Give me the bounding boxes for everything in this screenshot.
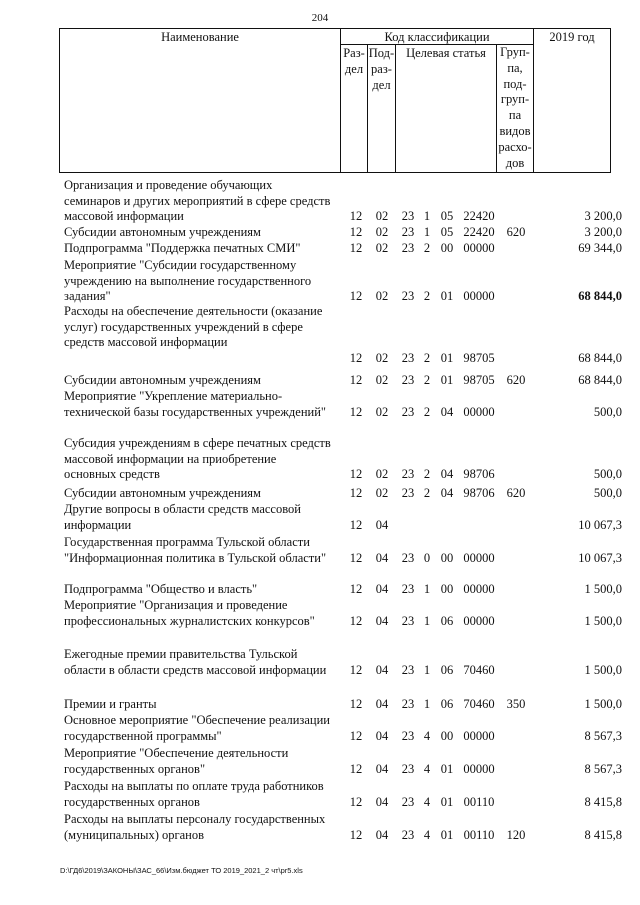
row-code-pr: 02 [375,289,389,303]
row-name-line: Субсидия учреждениям в сфере печатных средств [64,436,331,450]
row-code-a: 23 [401,827,415,842]
row-code-d: 00110 [463,827,495,842]
row-name-line: Субсидии автономным учреждениям [64,486,261,500]
row-code-r: 12 [349,404,363,419]
row-name [64,697,340,713]
row-amount: 3 200,0 [584,209,622,223]
row-name [64,779,340,810]
row-name-line: "Информационная политика в Тульской области" [64,550,327,565]
row-name [64,304,340,351]
row-name [64,178,340,225]
row-code-pr: 04 [375,517,389,532]
row-code-r: 12 [349,486,363,500]
row-name-line: Подпрограмма "Поддержка печатных СМИ" [64,241,301,255]
row-name-line: Расходы на выплаты персоналу государственных [64,812,326,826]
row-code-r: 12 [349,827,363,842]
header-year: 2019 год [549,30,595,44]
row-code-d: 00000 [463,761,495,776]
row-code-a: 23 [401,404,415,419]
row-name-line: Субсидии автономным учреждениям [64,225,261,239]
row-code-d: 00000 [463,289,495,303]
row-name-line: государственных органов [64,794,200,809]
row-code-b: 2 [423,467,431,481]
row-name [64,373,340,389]
row-code-d: 00000 [463,550,495,565]
row-code-c: 01 [440,350,454,365]
row-code-c: 01 [440,761,454,776]
header-expense-group [497,45,533,171]
row-name-line: задания" [64,289,111,303]
row-code-a: 23 [401,225,415,239]
row-code-r: 12 [349,582,363,596]
row-code-r: 12 [349,794,363,809]
row-code-b: 1 [423,613,431,628]
header-section-line: Раз- [343,46,365,60]
row-code-pr: 04 [375,761,389,776]
row-code-b: 4 [423,761,431,776]
row-code-pr: 02 [375,373,389,387]
row-code-b: 1 [423,225,431,239]
row-code-vr: 620 [506,225,526,239]
header-subsection-line: раз- [371,62,392,76]
row-amount: 68 844,0 [578,350,622,365]
row-code-d: 00000 [463,728,495,743]
row-code-d: 00110 [463,794,495,809]
row-name-line: Мероприятие "Обеспечение деятельности [64,746,289,760]
row-code-pr: 02 [375,486,389,500]
row-code-b: 2 [423,404,431,419]
row-code-r: 12 [349,209,363,223]
row-name [64,486,340,502]
header-expense-line: па, [507,60,523,75]
row-name-line: Расходы на обеспечение деятельности (оказание [64,304,323,318]
row-name-line: Расходы на выплаты по оплате труда работников [64,779,324,793]
header-expense-line: под- [503,76,527,91]
row-code-d: 70460 [463,697,495,711]
row-code-b: 1 [423,697,431,711]
row-code-r: 12 [349,289,363,303]
row-code-c: 06 [440,697,454,711]
header-expense-line: видов [499,123,531,138]
header-section-line: дел [344,62,364,76]
row-code-c: 00 [440,550,454,565]
row-name-line: Другие вопросы в области средств массовой [64,502,301,516]
row-code-pr: 04 [375,662,389,677]
row-code-b: 1 [423,662,431,677]
row-name [64,241,340,257]
row-code-pr: 04 [375,827,389,842]
row-code-r: 12 [349,550,363,565]
row-code-d: 98706 [463,486,495,500]
row-name-line: технической базы государственных учреждений" [64,404,327,419]
row-code-pr: 04 [375,550,389,565]
row-name [64,502,340,533]
row-code-pr: 02 [375,209,389,223]
row-code-a: 23 [401,582,415,596]
row-code-r: 12 [349,225,363,239]
row-code-pr: 04 [375,613,389,628]
row-code-d: 98706 [463,467,495,481]
row-name-line: Ежегодные премии правительства Тульской [64,647,298,661]
row-code-c: 01 [440,794,454,809]
row-name [64,225,340,241]
row-name-line: (муниципальных) органов [64,827,205,842]
row-name [64,647,340,678]
row-code-vr: 620 [506,486,526,500]
row-amount: 68 844,0 [578,373,622,387]
header-expense-line: расхо- [498,139,532,154]
row-code-a: 23 [401,613,415,628]
row-code-pr: 02 [375,467,389,481]
row-code-b: 2 [423,486,431,500]
row-name-line: массовой информации [64,209,184,223]
row-code-d: 22420 [463,209,495,223]
row-name-line: учреждению на выполнение государственного [64,273,312,288]
row-code-b: 2 [423,373,431,387]
row-code-d: 22420 [463,225,495,239]
row-code-pr: 02 [375,241,389,255]
row-code-r: 12 [349,241,363,255]
row-code-r: 12 [349,373,363,387]
row-code-vr: 120 [506,827,526,842]
row-code-r: 12 [349,613,363,628]
row-name-line: области в области средств массовой информации [64,662,327,677]
row-code-pr: 04 [375,582,389,596]
row-code-a: 23 [401,761,415,776]
row-code-c: 00 [440,241,454,255]
row-name [64,812,340,843]
row-code-d: 98705 [463,350,495,365]
row-code-r: 12 [349,662,363,677]
row-code-c: 04 [440,467,454,481]
header-subsection-line: дел [372,78,391,92]
row-amount: 500,0 [593,486,622,500]
row-code-d: 00000 [463,613,495,628]
row-amount: 1 500,0 [584,613,622,628]
row-code-a: 23 [401,373,415,387]
row-amount: 1 500,0 [584,582,622,596]
row-code-b: 2 [423,241,431,255]
row-code-c: 01 [440,373,454,387]
row-name-line: государственных органов" [64,761,206,776]
row-name-line: государственной программы" [64,728,222,743]
row-amount: 68 844,0 [578,289,622,303]
row-code-a: 23 [401,486,415,500]
row-code-a: 23 [401,662,415,677]
row-code-a: 23 [401,209,415,223]
row-code-a: 23 [401,697,415,711]
row-code-pr: 02 [375,225,389,239]
row-code-c: 00 [440,728,454,743]
row-code-a: 23 [401,289,415,303]
row-name-line: информации [64,517,132,532]
footer-file-path: D:\ГД6\2019\ЗАКОНЫ\ЗАС_66\Изм.бюджет ТО 2019_2021_2 чт\pr5.xls [60,866,303,875]
row-code-c: 06 [440,613,454,628]
row-code-c: 04 [440,404,454,419]
row-name [64,598,340,629]
row-code-pr: 02 [375,404,389,419]
row-code-c: 05 [440,209,454,223]
row-code-c: 06 [440,662,454,677]
row-amount: 1 500,0 [584,662,622,677]
row-name-line: Премии и гранты [64,697,157,711]
row-code-pr: 04 [375,728,389,743]
header-subsection-line: Под- [368,46,395,60]
row-amount: 8 415,8 [584,827,622,842]
row-name [64,582,340,598]
row-code-b: 4 [423,827,431,842]
row-code-vr: 350 [506,697,526,711]
header-target: Целевая статья [406,46,486,60]
row-code-b: 1 [423,582,431,596]
row-name-line: Мероприятие "Укрепление материально- [64,389,283,403]
row-name-line: основных средств [64,467,160,481]
row-code-b: 4 [423,728,431,743]
row-code-r: 12 [349,517,363,532]
row-name-line: Мероприятие "Организация и проведение [64,598,288,612]
row-name-line: профессиональных журналистских конкурсов" [64,613,315,628]
row-code-a: 23 [401,241,415,255]
row-code-b: 0 [423,550,431,565]
row-name [64,258,340,305]
header-code-group: Код классификации [384,30,490,44]
row-name-line: массовой информации на приобретение [64,451,277,466]
row-code-vr: 620 [506,373,526,387]
row-amount: 8 567,3 [584,728,622,743]
row-code-pr: 04 [375,794,389,809]
row-code-r: 12 [349,350,363,365]
row-name [64,535,340,566]
row-name [64,746,340,777]
header-subsection [368,45,395,93]
row-code-pr: 02 [375,350,389,365]
row-code-c: 05 [440,225,454,239]
row-code-c: 00 [440,582,454,596]
row-code-a: 23 [401,550,415,565]
row-amount: 500,0 [593,404,622,419]
header-expense-line: Груп- [500,45,530,59]
row-code-d: 00000 [463,582,495,596]
row-name [64,389,340,420]
row-code-b: 1 [423,209,431,223]
row-code-a: 23 [401,350,415,365]
row-code-r: 12 [349,697,363,711]
row-code-r: 12 [349,467,363,481]
header-expense-line: груп- [500,92,530,107]
row-code-a: 23 [401,794,415,809]
row-name-line: средств массовой информации [64,335,228,349]
row-name-line: Государственная программа Тульской области [64,535,310,549]
row-amount: 10 067,3 [578,550,622,565]
row-code-c: 04 [440,486,454,500]
row-code-a: 23 [401,467,415,481]
row-name-line: Основное мероприятие "Обеспечение реализации [64,713,330,727]
row-code-d: 98705 [463,373,495,387]
row-amount: 8 567,3 [584,761,622,776]
row-code-r: 12 [349,761,363,776]
row-code-d: 00000 [463,404,495,419]
header-expense-line: дов [505,155,525,170]
row-name-line: услуг) государственных учреждений в сфере [64,319,303,334]
row-code-b: 2 [423,350,431,365]
row-code-c: 01 [440,827,454,842]
row-code-d: 00000 [463,241,495,255]
row-name-line: Мероприятие "Субсидии государственному [64,258,297,272]
row-name [64,436,340,483]
row-code-r: 12 [349,728,363,743]
row-amount: 3 200,0 [584,225,622,239]
row-code-b: 4 [423,794,431,809]
row-amount: 500,0 [593,467,622,481]
row-code-d: 70460 [463,662,495,677]
row-name-line: Субсидии автономным учреждениям [64,373,261,387]
row-name [64,713,340,744]
header-section [341,45,367,77]
header-expense-line: па [508,108,522,123]
row-code-c: 01 [440,289,454,303]
row-name-line: семинаров и других мероприятий в сфере средств [64,193,331,208]
row-code-b: 2 [423,289,431,303]
row-name-line: Организация и проведение обучающих [64,178,273,192]
row-amount: 8 415,8 [584,794,622,809]
row-amount: 69 344,0 [578,241,622,255]
row-amount: 10 067,3 [578,517,622,532]
row-code-pr: 04 [375,697,389,711]
page-number: 204 [311,12,329,24]
header-name: Наименование [161,30,239,44]
row-code-a: 23 [401,728,415,743]
row-amount: 1 500,0 [584,697,622,711]
row-name-line: Подпрограмма "Общество и власть" [64,582,258,596]
